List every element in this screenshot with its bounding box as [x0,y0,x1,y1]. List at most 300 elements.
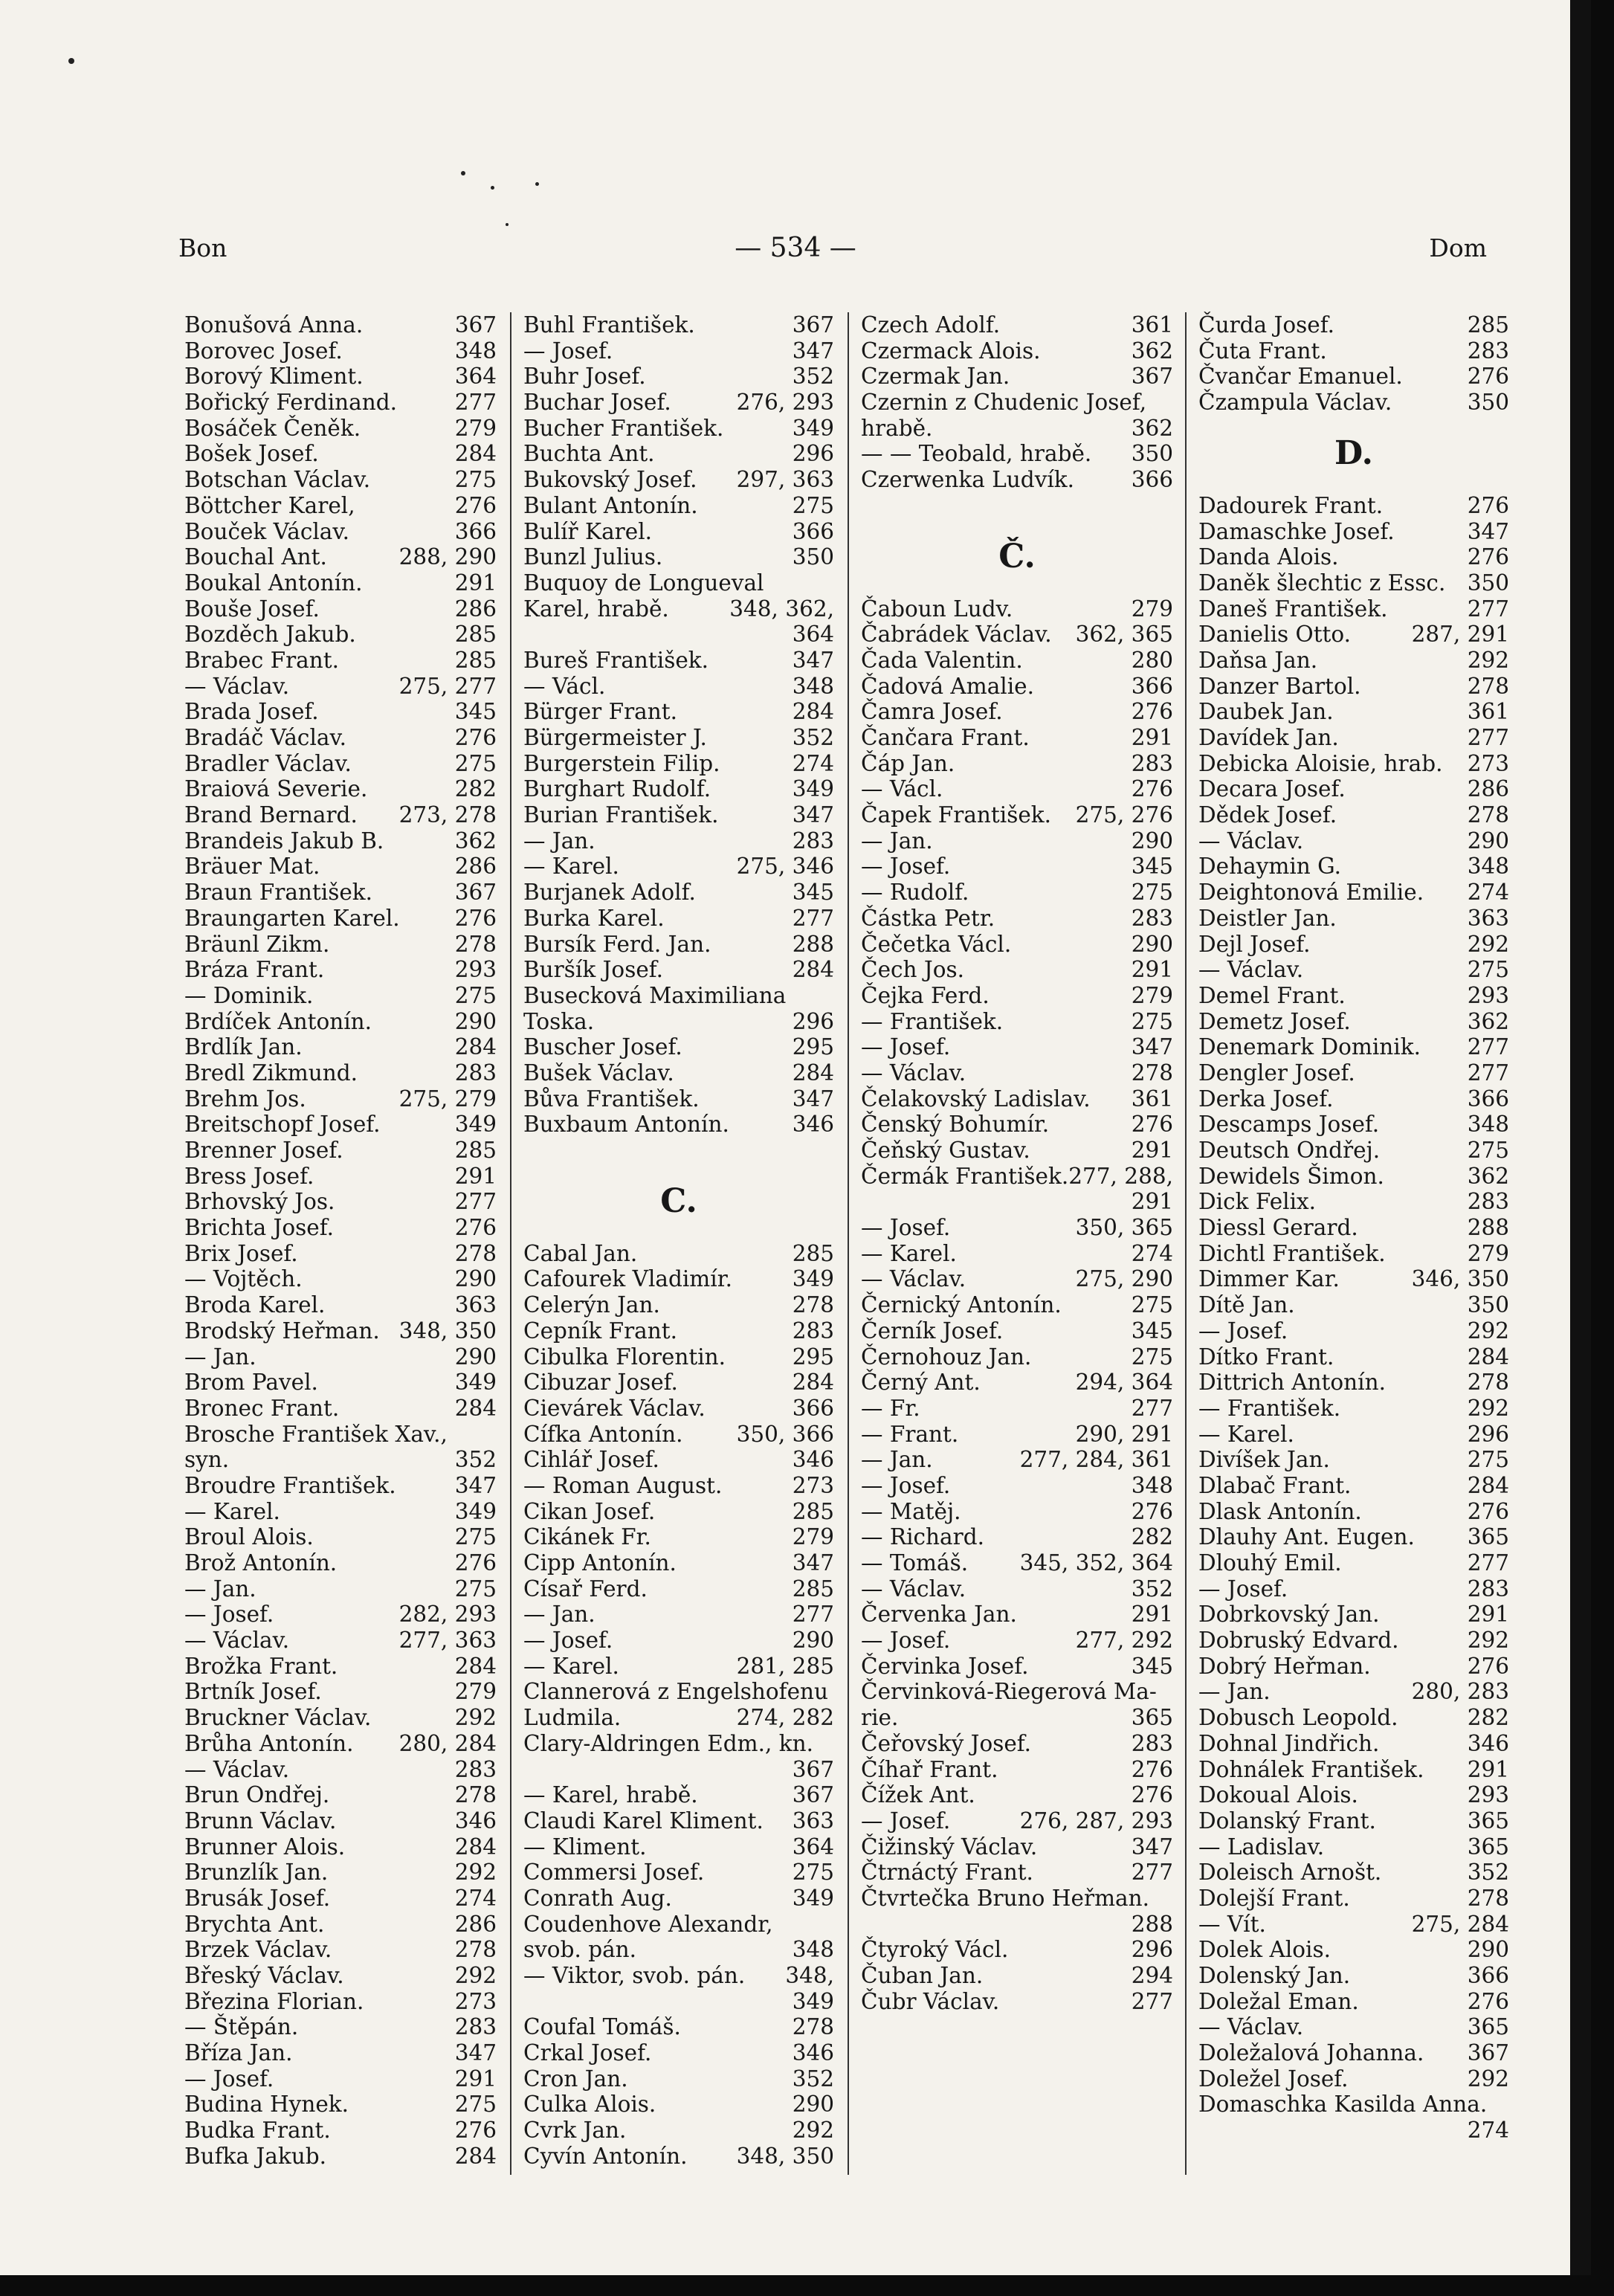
index-entry [184,312,497,338]
entry-pages: 284 [454,1653,497,1679]
index-entry [861,1422,1173,1448]
entry-pages: 276 [1467,492,1509,518]
entry-name: Czerwenka Ludvík. [861,467,1075,493]
entry-name: Bradler Václav. [184,750,352,776]
entry-pages: 276, 293 [736,390,834,416]
index-entry [184,1834,497,1860]
index-entry [1198,1550,1509,1576]
index-entry [523,364,834,390]
entry-name: — Václav. [861,1266,966,1292]
entry-pages: 279 [1131,596,1173,622]
entry-pages: 278 [792,2014,834,2040]
entry-pages: 278 [454,1937,497,1963]
index-entry [861,957,1173,983]
entry-name: Dolanský Frant. [1198,1808,1376,1834]
entry-pages: 276 [1467,1653,1509,1679]
entry-pages: 293 [1467,982,1509,1008]
entry-name: Karel, hrabě. [523,596,669,622]
entry-pages: 275 [454,1576,497,1602]
index-entry [861,467,1173,493]
entry-name: Boukal Antonín. [184,570,363,596]
index-entry [184,2014,497,2040]
index-entry [523,1499,834,1525]
index-entry [861,416,1173,442]
index-entry [184,1679,497,1705]
entry-name: Debicka Aloisie, hrab. [1198,750,1443,776]
entry-name: Deutsch Ondřej. [1198,1138,1381,1163]
entry-name: Bulíř Karel. [523,518,653,544]
entry-pages: 349 [454,1498,497,1524]
entry-pages: 346 [1467,1730,1509,1756]
entry-name: Damaschke Josef. [1198,518,1395,544]
entry-name: Doležel Josef. [1198,2066,1349,2092]
entry-name: — Viktor, svob. pán. [523,1963,746,1988]
entry-name: — Jan. [1198,1679,1271,1705]
index-entry [184,932,497,958]
entry-pages: 350 [792,544,834,570]
index-entry [1198,1318,1509,1344]
entry-pages: 276 [454,1550,497,1576]
entry-pages: 277, 288, [1068,1163,1173,1189]
entry-pages: 282, 293 [398,1602,497,1628]
entry-pages: 276 [1131,776,1173,802]
entry-name: Cvrk Jan. [523,2118,627,2144]
ink-speck [535,182,539,186]
index-entry [184,957,497,983]
index-entry [184,1060,497,1086]
entry-name: — — Teobald, hrabě. [861,441,1092,467]
entry-name: Dobrý Heřman. [1198,1653,1371,1679]
entry-pages: 290 [454,1008,497,1034]
entry-pages: 274, 282 [736,1705,834,1731]
entry-name: Čuban Jan. [861,1963,984,1988]
entry-name: Danielis Otto. [1198,622,1352,648]
section-letter [523,1182,834,1221]
index-entry [861,1189,1173,1215]
index-entry [1198,854,1509,880]
entry-pages: 363 [454,1292,497,1318]
index-entry [861,751,1173,777]
index-entry [861,725,1173,751]
index-entry [184,441,497,467]
index-entry [861,674,1173,700]
index-entry [1198,1524,1509,1550]
entry-name: — Jan. [184,1344,256,1370]
entry-pages: 345 [1131,1653,1173,1679]
entry-pages: 290 [792,2092,834,2118]
entry-name: Cibulka Florentin. [523,1344,726,1370]
entry-pages: 348 [1467,854,1509,880]
entry-name: Diessl Gerard. [1198,1215,1358,1241]
index-entry [523,1473,834,1499]
entry-name: Doležalová Johanna. [1198,2040,1424,2066]
entry-name: Bozděch Jakub. [184,622,356,648]
entry-name: — Jan. [861,828,933,854]
entry-name: Budka Frant. [184,2118,331,2144]
entry-name: Dehaymin G. [1198,854,1342,880]
index-entry [184,1447,497,1473]
entry-name: Brdlík Jan. [184,1034,303,1060]
index-entry [1198,1060,1509,1086]
entry-name: Demetz Josef. [1198,1008,1351,1034]
entry-pages: 276 [1131,1498,1173,1524]
entry-pages: 366 [1131,467,1173,493]
entry-pages: 278 [1467,1370,1509,1396]
entry-pages: 274 [454,1885,497,1911]
entry-name: Čelakovský Ladislav. [861,1086,1091,1112]
index-entry [184,1215,497,1241]
index-entry [523,1009,834,1035]
entry-name: Burjanek Adolf. [523,880,696,906]
entry-pages: 275, 276 [1075,802,1173,828]
index-entry [184,2144,497,2170]
index-entry [184,906,497,932]
entry-name: Toska. [523,1008,595,1034]
entry-pages: 277 [1467,1060,1509,1086]
entry-name: Conrath Aug. [523,1885,672,1911]
entry-name: Čtrnáctý Frant. [861,1860,1033,1886]
index-entry [1198,519,1509,545]
entry-name: Bosáček Čeněk. [184,415,361,441]
entry-name: Bříza Jan. [184,2040,293,2066]
index-entry [523,906,834,932]
entry-pages: 275 [1467,1447,1509,1473]
entry-pages: 352 [1131,1576,1173,1602]
entry-name: Bonušová Anna. [184,312,364,338]
entry-name: Čvančar Emanuel. [1198,364,1403,390]
entry-name: Brosche František Xav., [184,1421,448,1447]
entry-name: Brychta Ant. [184,1911,325,1937]
index-entry [184,416,497,442]
index-entry [1198,2092,1509,2118]
entry-pages: 290 [1467,1937,1509,1963]
index-entry [523,699,834,725]
entry-pages: 283 [454,1060,497,1086]
entry-name: Černík Josef. [861,1318,1004,1344]
entry-name: Cron Jan. [523,2066,628,2092]
ink-speck [461,171,465,175]
index-entry [523,1989,834,2015]
entry-name: — Dominik. [184,982,314,1008]
entry-name: Cepník Frant. [523,1318,677,1344]
entry-name: Daneš František. [1198,596,1388,622]
index-entry [861,1344,1173,1370]
entry-name: Doleisch Arnošt. [1198,1860,1382,1886]
entry-pages: 277 [1131,1860,1173,1886]
index-entry [523,416,834,442]
entry-name: — Fr. [861,1395,920,1421]
entry-pages: 275, 279 [398,1086,497,1112]
index-entry [861,1060,1173,1086]
entry-pages: 278 [454,931,497,957]
index-entry [523,1215,834,1241]
index-entry [861,854,1173,880]
entry-pages: 297, 363 [736,467,834,493]
entry-pages: 349 [792,1988,834,2014]
index-entry [861,1524,1173,1550]
entry-pages: 285 [1467,312,1509,338]
entry-name: Čenský Bohumír. [861,1112,1050,1138]
index-entry [1198,1834,1509,1860]
index-entry [1198,1679,1509,1705]
entry-name: Denemark Dominik. [1198,1034,1421,1060]
entry-pages: 352 [792,725,834,750]
index-entry [184,1034,497,1060]
entry-pages: 367 [792,1782,834,1808]
entry-name: Dichtl František. [1198,1240,1386,1266]
entry-name: Čada Valentin. [861,647,1023,673]
entry-pages: 275 [454,1524,497,1550]
entry-name: Dlabač Frant. [1198,1472,1352,1498]
index-entry [184,467,497,493]
entry-pages: 366 [1131,673,1173,699]
entry-name: Dlask Antonín. [1198,1498,1362,1524]
entry-pages: 279 [1131,982,1173,1008]
entry-pages: 350, 366 [736,1421,834,1447]
index-entry [523,1138,834,1164]
entry-name: Červinková-Riegerová Ma- [861,1679,1157,1705]
index-entry [523,1937,834,1963]
entry-pages: 350 [1467,1292,1509,1318]
index-entry [184,1422,497,1448]
index-entry [184,1318,497,1344]
index-entry [1198,648,1509,674]
index-entry [861,312,1173,338]
entry-name: Bruckner Václav. [184,1705,372,1731]
index-entry [523,467,834,493]
entry-pages: 283 [792,1318,834,1344]
entry-name: Bürgermeister J. [523,725,707,750]
entry-name: Burka Karel. [523,905,665,931]
entry-pages: 352 [792,364,834,390]
entry-name: Czech Adolf. [861,312,1001,338]
index-entry [184,364,497,390]
entry-pages: 346, 350 [1411,1266,1509,1292]
entry-pages: 285 [454,622,497,648]
entry-name: Dohnálek František. [1198,1756,1424,1782]
index-entry [1198,1112,1509,1138]
entry-pages: 275, 284 [1411,1911,1509,1937]
entry-pages: 291 [1467,1602,1509,1628]
entry-pages: 346 [792,1447,834,1473]
entry-name: Clary-Aldringen Edm., kn. [523,1730,813,1756]
entry-pages: 361 [1131,312,1173,338]
entry-name: Černohouz Jan. [861,1344,1032,1370]
index-entry [861,1782,1173,1808]
entry-name: Bronec Frant. [184,1395,340,1421]
entry-pages: 276 [1467,1988,1509,2014]
index-entry [861,1963,1173,1989]
index-entry [523,2092,834,2118]
index-entry [523,1344,834,1370]
entry-pages: 363 [1467,905,1509,931]
entry-name: — Tomáš. [861,1550,969,1576]
entry-pages: 350 [1467,570,1509,596]
entry-name: Dimmer Kar. [1198,1266,1340,1292]
entry-pages: 276 [454,1215,497,1241]
entry-name: Crkal Josef. [523,2040,652,2066]
index-entry [1198,1912,1509,1938]
index-entry [523,983,834,1009]
entry-name: — Matěj. [861,1498,961,1524]
entry-pages: 275 [454,982,497,1008]
page-number: — 534 — [735,233,856,263]
entry-name: Burian František. [523,802,719,828]
index-entry [1198,1731,1509,1757]
index-entry [523,390,834,416]
entry-name: Budina Hynek. [184,2092,349,2118]
entry-pages: 290 [454,1266,497,1292]
entry-name: Brdíček Antonín. [184,1008,372,1034]
ink-speck [491,186,494,190]
index-entry [1198,1473,1509,1499]
entry-pages: 365 [1467,1524,1509,1550]
entry-pages: 362 [454,828,497,854]
index-entry [861,1912,1173,1938]
index-entry [184,983,497,1009]
entry-name: Buršík Josef. [523,957,664,983]
index-entry [523,1731,834,1757]
index-entry [523,828,834,854]
entry-name: — Kliment. [523,1834,647,1860]
entry-pages: 296 [792,441,834,467]
entry-pages: 282 [1131,1524,1173,1550]
entry-name: Braungarten Karel. [184,905,400,931]
index-entry [861,1834,1173,1860]
entry-name: — Jan. [523,828,595,854]
index-entry [523,1447,834,1473]
entry-pages: 277 [1467,596,1509,622]
entry-name: Čejka Ferd. [861,982,990,1008]
index-entry [184,493,497,519]
index-entry [1198,1886,1509,1912]
index-entry [184,1808,497,1834]
column-divider [1185,312,1187,2175]
section-letter [861,538,1173,576]
index-entry [1198,1266,1509,1292]
entry-name: Botschan Václav. [184,467,371,493]
index-entry [523,1782,834,1808]
index-entry [523,1834,834,1860]
index-entry [523,1370,834,1396]
entry-pages: 291 [1131,1138,1173,1163]
entry-pages: 347 [792,647,834,673]
index-entry [1198,1808,1509,1834]
index-entry [184,519,497,545]
entry-pages: 277 [454,390,497,416]
entry-pages: 277 [1467,725,1509,750]
entry-name: Buchta Ant. [523,441,655,467]
index-entry [1198,932,1509,958]
entry-pages: 348 [1131,1472,1173,1498]
index-entry [861,1499,1173,1525]
index-entry [1198,1937,1509,1963]
index-entry [861,1241,1173,1267]
index-entry [1198,1215,1509,1241]
entry-pages: 288 [1467,1215,1509,1241]
entry-name: Brun Ondřej. [184,1782,330,1808]
index-entry [184,1860,497,1886]
entry-pages: 296 [1467,1421,1509,1447]
entry-pages: 282 [454,776,497,802]
entry-pages: 347 [1131,1834,1173,1860]
entry-name: Broda Karel. [184,1292,326,1318]
index-entry [184,674,497,700]
index-entry [184,1912,497,1938]
index-entry [523,957,834,983]
entry-pages: 285 [454,647,497,673]
index-entry [861,390,1173,416]
entry-pages: 290 [1131,931,1173,957]
entry-pages: 292 [1467,1628,1509,1654]
entry-name: Bräunl Zikm. [184,931,330,957]
index-entry [1198,1705,1509,1731]
entry-pages: 286 [454,854,497,880]
entry-pages: 277 [792,1602,834,1628]
entry-pages: 291 [454,2066,497,2092]
entry-name: Bräuer Mat. [184,854,320,880]
index-entry [523,2066,834,2092]
entry-name: Čečetka Václ. [861,931,1012,957]
entry-pages: 286 [1467,776,1509,802]
index-entry [861,441,1173,467]
index-entry [523,441,834,467]
index-entry [523,493,834,519]
entry-pages: 296 [1131,1937,1173,1963]
entry-name: D. [1334,434,1373,473]
index-entry [1198,776,1509,802]
entry-name: Brand Bernard. [184,802,358,828]
entry-name: Dengler Josef. [1198,1060,1355,1086]
index-entry [1198,1189,1509,1215]
entry-pages: 347 [1467,518,1509,544]
entry-name: Dobruský Edvard. [1198,1628,1399,1654]
entry-pages: 350, 365 [1075,1215,1173,1241]
index-entry [861,364,1173,390]
entry-pages: 347 [792,1086,834,1112]
entry-pages: 349 [792,1885,834,1911]
entry-pages: 365 [1131,1705,1173,1731]
index-entry [184,1628,497,1654]
entry-pages: 286 [454,1911,497,1937]
entry-pages: 276 [1131,1112,1173,1138]
entry-pages: 349 [792,415,834,441]
index-entry [1198,467,1509,493]
index-entry [861,1138,1173,1164]
entry-pages: 347 [454,1472,497,1498]
entry-name: Červinka Josef. [861,1653,1029,1679]
index-entry [523,1886,834,1912]
entry-pages: 345 [1131,854,1173,880]
index-entry [1198,1344,1509,1370]
entry-name: Dokoual Alois. [1198,1782,1358,1808]
column-divider [848,312,849,2175]
entry-name: — Josef. [861,1215,951,1241]
entry-pages: 275 [1467,1138,1509,1163]
entry-pages: 365 [1467,1834,1509,1860]
entry-pages: 348, 362, [729,596,834,622]
entry-name: Daubek Jan. [1198,699,1334,725]
entry-name: — Josef. [1198,1576,1288,1602]
index-entry [1198,1396,1509,1422]
entry-name: Cievárek Václav. [523,1395,706,1421]
entry-pages: 345 [1131,1318,1173,1344]
entry-name: Burgerstein Filip. [523,750,720,776]
index-entry [861,906,1173,932]
index-entry [523,854,834,880]
index-entry [184,1963,497,1989]
entry-pages: 362 [1467,1163,1509,1189]
